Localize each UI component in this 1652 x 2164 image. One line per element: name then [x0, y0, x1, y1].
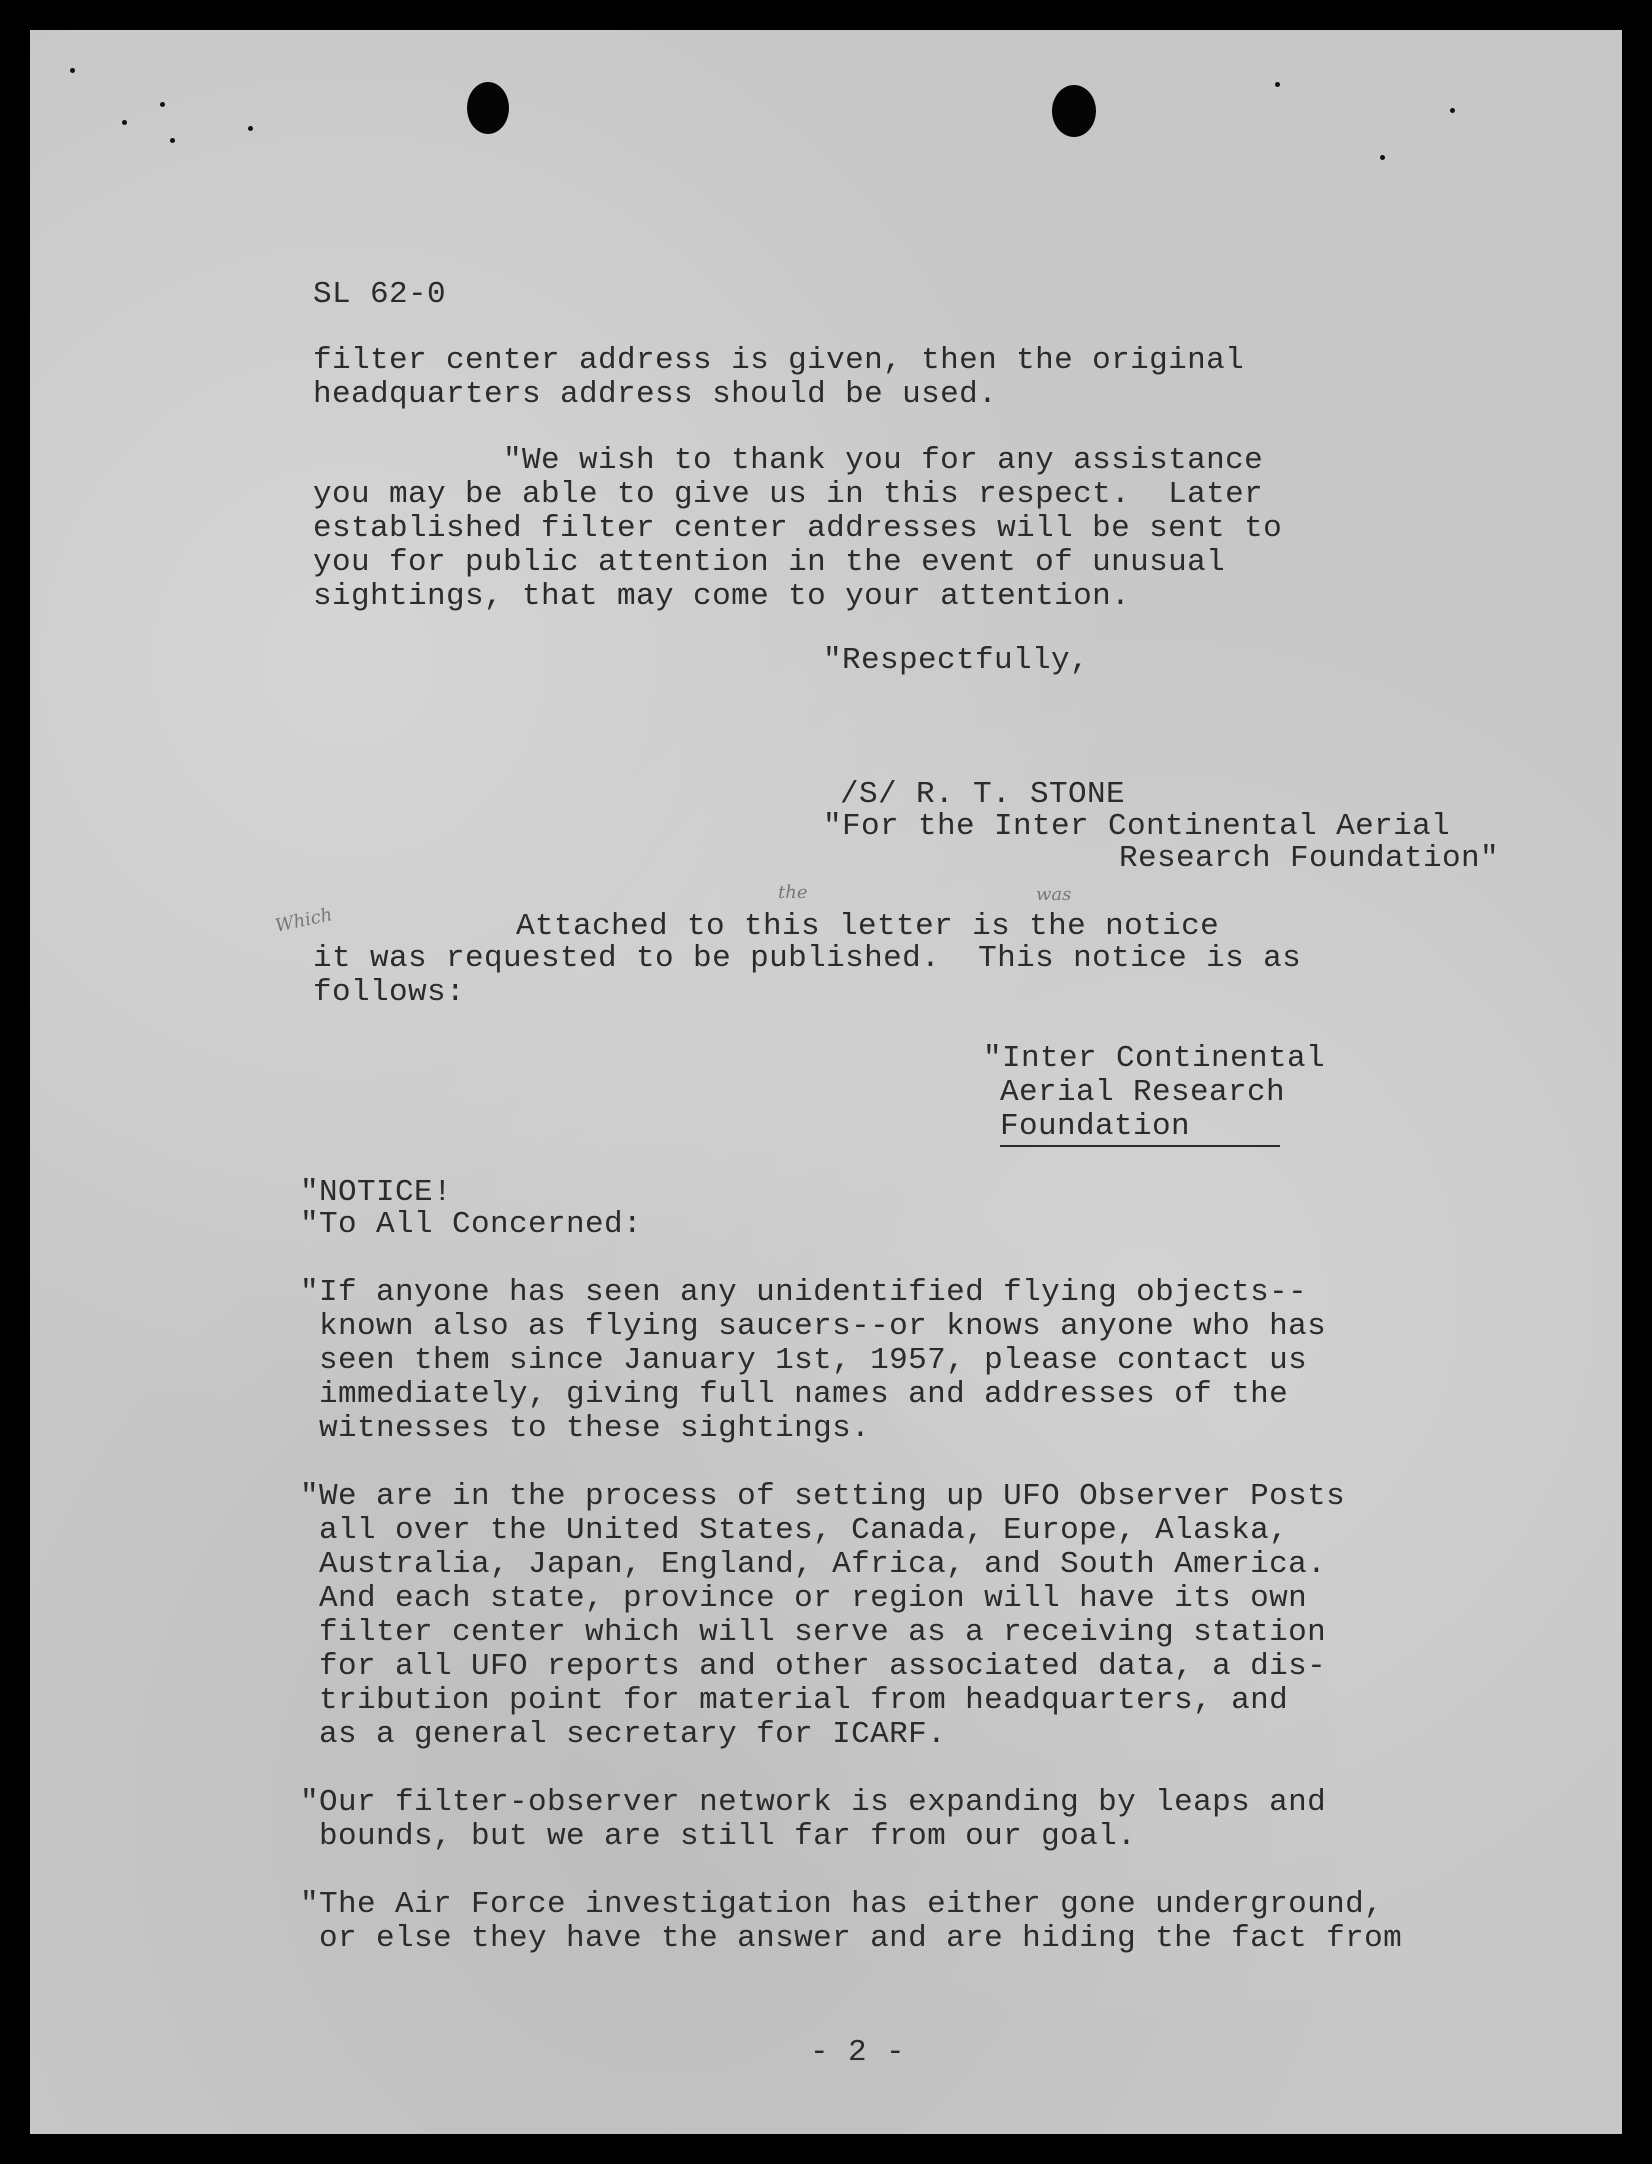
notice-para4-line: or else they have the answer and are hiding the fact from — [300, 1921, 1403, 1956]
notice-para2-line: filter center which will serve as a receiving station — [300, 1615, 1327, 1650]
speck — [1275, 82, 1280, 87]
punch-hole-left — [467, 82, 509, 134]
signature-org-line2: Research Foundation" — [1119, 841, 1500, 876]
page-number: - 2 - — [810, 2035, 906, 2070]
handwritten-the: the — [778, 882, 808, 903]
attached-line: Attached to this letter is the notice — [516, 909, 1220, 944]
thanks-line: you may be able to give us in this respect. Later — [313, 477, 1264, 512]
speck — [248, 126, 253, 131]
speck — [160, 102, 165, 107]
thanks-line: you for public attention in the event of unusual — [313, 545, 1226, 580]
notice-para3-line: "Our filter-observer network is expanding by leaps and — [300, 1785, 1327, 1820]
notice-para4-line: "The Air Force investigation has either gone underground, — [300, 1887, 1384, 1922]
notice-para2-line: as a general secretary for ICARF. — [300, 1717, 947, 1752]
notice-para2-line: "We are in the process of setting up UFO Observer Posts — [300, 1479, 1346, 1514]
notice-greeting: "To All Concerned: — [300, 1207, 643, 1242]
thanks-line: sightings, that may come to your attention. — [313, 579, 1131, 614]
speck — [170, 138, 175, 143]
signature-name: /S/ R. T. STONE — [840, 777, 1126, 812]
notice-header-line: Foundation — [1000, 1109, 1191, 1144]
thanks-line: "We wish to thank you for any assistance — [313, 443, 1264, 478]
speck — [1380, 155, 1385, 160]
notice-para2-line: for all UFO reports and other associated data, a dis- — [300, 1649, 1327, 1684]
notice-para2-line: Australia, Japan, England, Africa, and South America. — [300, 1547, 1327, 1582]
notice-para1-line: witnesses to these sightings. — [300, 1411, 871, 1446]
handwritten-which: Which — [273, 904, 335, 937]
attached-line: follows: — [313, 975, 466, 1010]
attached-line: it was requested to be published. This notice is as — [313, 941, 1302, 976]
notice-para1-line: seen them since January 1st, 1957, please contact us — [300, 1343, 1308, 1378]
notice-header-line: Aerial Research — [1000, 1075, 1286, 1110]
file-reference: SL 62-0 — [313, 277, 447, 312]
closing: "Respectfully, — [823, 643, 1090, 678]
notice-header-underline — [1000, 1145, 1280, 1147]
letter-line: filter center address is given, then the original — [313, 343, 1245, 378]
notice-para1-line: "If anyone has seen any unidentified flying objects-- — [300, 1275, 1308, 1310]
notice-para1-line: immediately, giving full names and addresses of the — [300, 1377, 1289, 1412]
speck — [122, 120, 127, 125]
signature-org-line1: "For the Inter Continental Aerial — [823, 809, 1451, 844]
speck — [70, 68, 75, 73]
notice-para2-line: And each state, province or region will have its own — [300, 1581, 1308, 1616]
notice-para1-line: known also as flying saucers--or knows anyone who has — [300, 1309, 1327, 1344]
letter-line: headquarters address should be used. — [313, 377, 998, 412]
document-page — [30, 30, 1622, 2134]
notice-header-line: "Inter Continental — [983, 1041, 1326, 1076]
handwritten-was: was — [1036, 884, 1072, 905]
speck — [1450, 108, 1455, 113]
notice-title: "NOTICE! — [300, 1175, 453, 1210]
thanks-line: established filter center addresses will be sent to — [313, 511, 1283, 546]
notice-para3-line: bounds, but we are still far from our goal. — [300, 1819, 1137, 1854]
notice-para2-line: all over the United States, Canada, Europe, Alaska, — [300, 1513, 1289, 1548]
punch-hole-right — [1052, 85, 1096, 137]
notice-para2-line: tribution point for material from headquarters, and — [300, 1683, 1289, 1718]
